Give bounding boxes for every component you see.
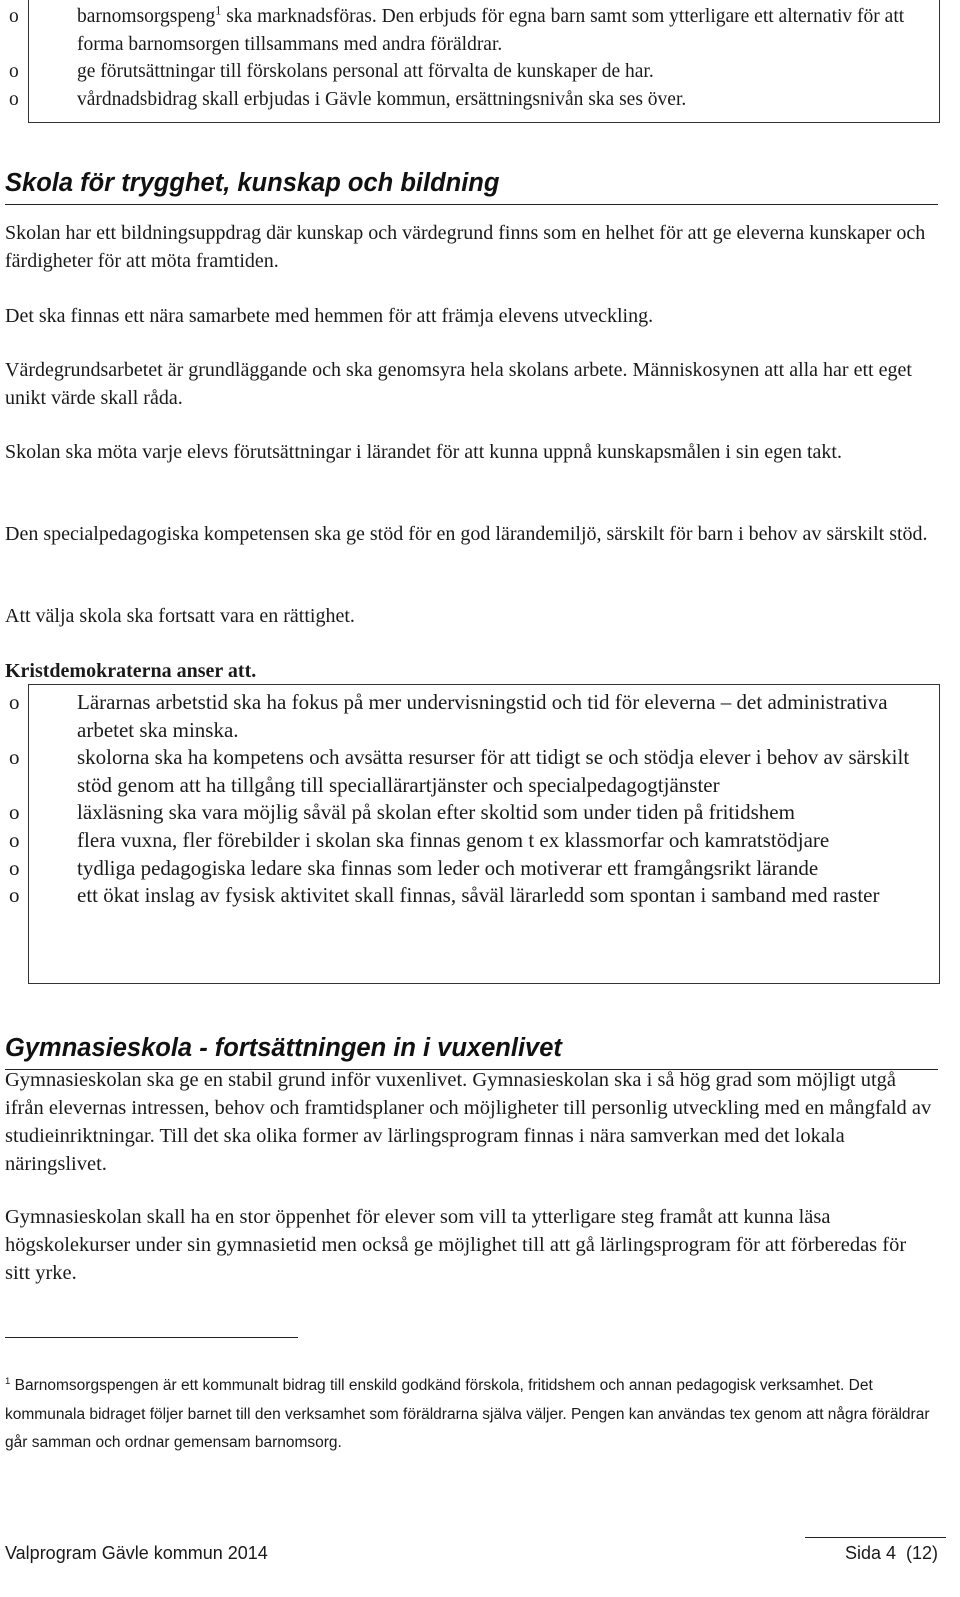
page-number: Sida 4 (12) bbox=[844, 1543, 938, 1563]
list-item: o ge förutsättningar till förskolans personal att förvalta de kunskaper de har. bbox=[29, 58, 929, 86]
section-heading-gymnasieskola: Gymnasieskola - fortsättningen in i vuxenlivet bbox=[5, 1034, 938, 1070]
kd-label: Kristdemokraterna anser att. bbox=[5, 660, 257, 682]
footnote-reference: 1 bbox=[215, 3, 222, 18]
list-item: o tydliga pedagogiska ledare ska finnas som leder och motiverar ett framgångsrikt lärande bbox=[29, 855, 929, 883]
footnote-number: 1 bbox=[5, 1375, 11, 1387]
footnote-divider bbox=[5, 1337, 298, 1338]
footer-title: Valprogram Gävle kommun 2014 bbox=[5, 1543, 268, 1563]
top-bullet-box bbox=[28, 0, 940, 123]
list-item: o skolorna ska ha kompetens och avsätta resurser för att tidigt se och stödja elever i behov av särskilt stöd genom att ha tillgång till speciallärartjänster och specialpedagogtjänster bbox=[29, 744, 929, 799]
footnote-text: Barnomsorgspengen är ett kommunalt bidrag till enskild godkänd förskola, fritidshem och annan pedagogisk verksamhet. Det kommunala bidraget följer barnet till den verksamhet som föräldrarna själva väljer. Pengen kan användas tex genom att några föräldrar går samman och ordnar gemensam barnomsorg. bbox=[5, 1377, 930, 1451]
footnote bbox=[5, 1372, 935, 1458]
page-footer bbox=[5, 1543, 938, 1564]
list-item bbox=[29, 3, 929, 58]
paragraph: Skolan ska möta varje elevs förutsättningar i lärandet för att kunna uppnå kunskapsmålen i sin egen takt. bbox=[5, 441, 842, 463]
section-heading-skola: Skola för trygghet, kunskap och bildning bbox=[5, 169, 938, 205]
paragraph: Gymnasieskolan ska ge en stabil grund inför vuxenlivet. Gymnasieskolan ska i så hög grad som möjligt utgå ifrån elevernas intressen, behov och framtidsplaner och möjligheter till personlig utveckling med en mångfald av studieinriktningar. Till det ska olika former av lärlingsprogram finnas i nära samverkan med det lokala näringslivet. bbox=[5, 1069, 932, 1175]
paragraph: Värdegrundsarbetet är grundläggande och ska genomsyra hela skolans arbete. Människosynen att alla har ett eget unikt värde skall råda. bbox=[5, 359, 912, 409]
list-item: o Lärarnas arbetstid ska ha fokus på mer undervisningstid och tid för eleverna – det administrativa arbetet ska minska. bbox=[29, 689, 929, 744]
paragraph: Den specialpedagogiska kompetensen ska ge stöd för en god lärandemiljö, särskilt för barn i behov av särskilt stöd. bbox=[5, 523, 928, 545]
list-item-text: ska marknadsföras. Den erbjuds för egna barn samt som ytterligare ett alternativ för att forma barnomsorgen tillsammans med andra föräldrar. bbox=[77, 6, 905, 55]
paragraph: Det ska finnas ett nära samarbete med hemmen för att främja elevens utveckling. bbox=[5, 305, 654, 327]
list-item-text: barnomsorgspeng bbox=[77, 6, 216, 27]
list-item: o läxläsning ska vara möjlig såväl på skolan efter skoltid som under tiden på fritidshem bbox=[29, 799, 929, 827]
list-item: o vårdnadsbidrag skall erbjudas i Gävle kommun, ersättningsnivån ska ses över. bbox=[29, 86, 929, 114]
kd-bullet-box bbox=[28, 684, 940, 984]
list-item: o ett ökat inslag av fysisk aktivitet skall finnas, såväl lärarledd som spontan i samband med raster bbox=[29, 882, 929, 910]
kd-bullet-list bbox=[29, 689, 929, 910]
paragraph: Gymnasieskolan skall ha en stor öppenhet för elever som vill ta ytterligare steg framåt att kunna läsa högskolekurser under sin gymnasietid men också ge möjlighet till att gå lärlingsprogram för att förberedas för sitt yrke. bbox=[5, 1206, 907, 1284]
paragraph: Att välja skola ska fortsatt vara en rättighet. bbox=[5, 605, 355, 627]
paragraph: Skolan har ett bildningsuppdrag där kunskap och värdegrund finns som en helhet för att ge eleverna kunskaper och färdigheter för att möta framtiden. bbox=[5, 222, 926, 272]
list-item: o flera vuxna, fler förebilder i skolan ska finnas genom t ex klassmorfar och kamratstödjare bbox=[29, 827, 929, 855]
top-bullet-list bbox=[29, 3, 929, 113]
